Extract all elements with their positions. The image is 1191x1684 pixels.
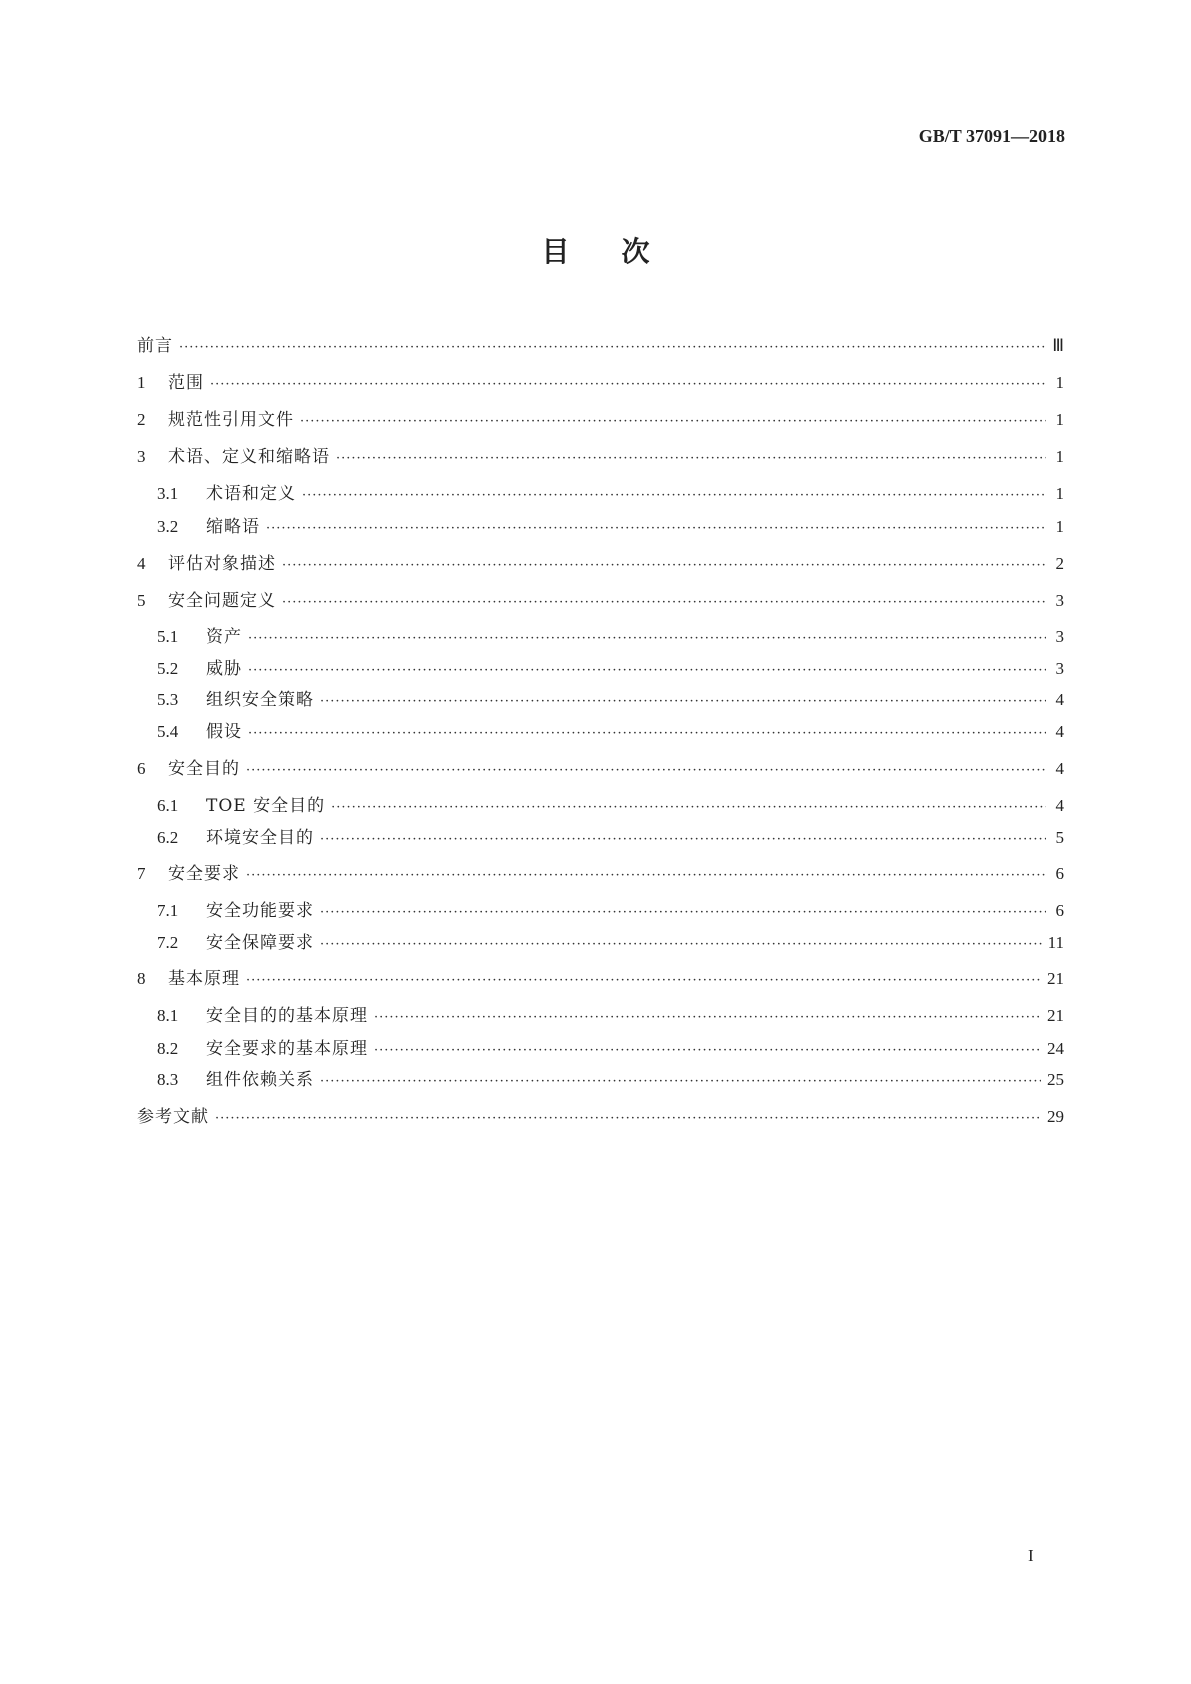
dot-leader xyxy=(210,377,1046,392)
page-title xyxy=(0,230,1191,270)
page-ref: 4 xyxy=(1055,796,1064,815)
toc-entry[interactable] xyxy=(157,823,1064,847)
toc-entry[interactable] xyxy=(157,1034,1064,1058)
toc-entry[interactable] xyxy=(157,654,1064,678)
toc-entry[interactable] xyxy=(137,549,1064,573)
page-ref: 3 xyxy=(1055,659,1064,678)
page-ref: 1 xyxy=(1055,410,1064,429)
dot-leader xyxy=(320,937,1042,952)
toc-entry[interactable] xyxy=(157,685,1064,709)
toc-entry[interactable] xyxy=(137,405,1064,429)
dot-leader xyxy=(320,905,1046,920)
dot-leader xyxy=(179,340,1046,355)
section-title: 安全目的 xyxy=(168,759,240,779)
toc-entry[interactable] xyxy=(157,1001,1064,1025)
toc-entry[interactable] xyxy=(137,754,1064,778)
page-ref: 1 xyxy=(1055,373,1064,392)
section-title: 假设 xyxy=(206,722,242,742)
section-title: 规范性引用文件 xyxy=(168,410,294,430)
dot-leader xyxy=(246,973,1041,988)
page-ref: 4 xyxy=(1055,690,1064,709)
section-number: 1 xyxy=(137,373,146,392)
section-title: 安全目的的基本原理 xyxy=(206,1006,368,1026)
section-number: 6.1 xyxy=(157,796,179,815)
toc-entry[interactable] xyxy=(157,896,1064,920)
dot-leader xyxy=(248,631,1046,646)
dot-leader xyxy=(300,414,1046,429)
section-title: 安全要求的基本原理 xyxy=(206,1039,368,1059)
dot-leader xyxy=(320,1074,1041,1089)
dot-leader xyxy=(248,726,1046,741)
title-char: 次 xyxy=(621,235,650,268)
section-number: 5.1 xyxy=(157,627,179,646)
toc-entry[interactable] xyxy=(157,512,1064,536)
page-ref: 1 xyxy=(1055,517,1064,536)
toc-entry[interactable] xyxy=(157,479,1064,503)
dot-leader xyxy=(215,1111,1041,1126)
section-number: 8.3 xyxy=(157,1070,179,1089)
section-title: 环境安全目的 xyxy=(206,828,314,848)
toc-entry[interactable] xyxy=(157,1065,1064,1089)
dot-leader xyxy=(248,663,1046,678)
section-number: 5 xyxy=(137,591,146,610)
section-title: 安全问题定义 xyxy=(168,591,276,611)
section-number: 6.2 xyxy=(157,828,179,847)
section-title: 组织安全策略 xyxy=(206,690,314,710)
toc-entry[interactable] xyxy=(137,586,1064,610)
page-ref: 25 xyxy=(1047,1070,1064,1089)
section-number: 7 xyxy=(137,864,146,883)
dot-leader xyxy=(336,451,1046,466)
section-number: 3.2 xyxy=(157,517,179,536)
section-title: 参考文献 xyxy=(137,1107,209,1127)
dot-leader xyxy=(374,1010,1041,1025)
section-title: 术语、定义和缩略语 xyxy=(168,447,330,467)
section-number: 5.4 xyxy=(157,722,179,741)
toc-entry[interactable] xyxy=(157,791,1064,815)
section-title: 前言 xyxy=(137,336,173,356)
section-title: 威胁 xyxy=(206,659,242,679)
dot-leader xyxy=(320,832,1046,847)
section-title: 术语和定义 xyxy=(206,484,296,504)
dot-leader xyxy=(246,763,1046,778)
toc-entry[interactable] xyxy=(137,964,1064,988)
dot-leader xyxy=(282,558,1046,573)
page-ref: 3 xyxy=(1055,591,1064,610)
section-number: 7.2 xyxy=(157,933,179,952)
page-ref: 4 xyxy=(1055,722,1064,741)
toc-entry[interactable] xyxy=(137,442,1064,466)
page-ref: 6 xyxy=(1055,864,1064,883)
section-title: TOE 安全目的 xyxy=(206,796,326,816)
section-title: 安全要求 xyxy=(168,864,240,884)
page-ref: 2 xyxy=(1055,554,1064,573)
section-title: 缩略语 xyxy=(206,517,260,537)
dot-leader xyxy=(320,694,1046,709)
section-number: 7.1 xyxy=(157,901,179,920)
section-number: 3 xyxy=(137,447,146,466)
page-number: I xyxy=(1028,1546,1034,1565)
section-number: 2 xyxy=(137,410,146,429)
toc-entry[interactable] xyxy=(137,859,1064,883)
page-ref: 21 xyxy=(1047,1006,1064,1025)
section-number: 6 xyxy=(137,759,146,778)
section-title: 组件依赖关系 xyxy=(206,1070,314,1090)
dot-leader xyxy=(246,868,1046,883)
dot-leader xyxy=(331,800,1046,815)
section-title: 评估对象描述 xyxy=(168,554,276,574)
page-ref: 4 xyxy=(1055,759,1064,778)
page-ref: 6 xyxy=(1055,901,1064,920)
standard-number: GB/T 37091—2018 xyxy=(918,126,1065,146)
page-ref: Ⅲ xyxy=(1052,336,1064,355)
toc-entry[interactable] xyxy=(157,717,1064,741)
page-ref: 11 xyxy=(1047,933,1064,952)
toc-entry[interactable] xyxy=(157,622,1064,646)
page-ref: 5 xyxy=(1055,828,1064,847)
page-ref: 24 xyxy=(1047,1039,1064,1058)
section-number: 8.2 xyxy=(157,1039,179,1058)
section-number: 5.3 xyxy=(157,690,179,709)
title-char: 目 xyxy=(541,235,570,268)
page-ref: 21 xyxy=(1047,969,1064,988)
page-ref: 1 xyxy=(1055,447,1064,466)
dot-leader xyxy=(266,521,1046,536)
section-number: 8 xyxy=(137,969,146,988)
section-number: 3.1 xyxy=(157,484,179,503)
section-number: 8.1 xyxy=(157,1006,179,1025)
toc-entry[interactable] xyxy=(157,928,1064,952)
toc-entry[interactable] xyxy=(137,368,1064,392)
section-title: 资产 xyxy=(206,627,242,647)
page-ref: 29 xyxy=(1047,1107,1064,1126)
toc-entry[interactable] xyxy=(137,331,1064,355)
dot-leader xyxy=(374,1043,1041,1058)
dot-leader xyxy=(302,488,1046,503)
section-title: 安全功能要求 xyxy=(206,901,314,921)
section-title: 范围 xyxy=(168,373,204,393)
dot-leader xyxy=(282,595,1046,610)
section-title: 基本原理 xyxy=(168,969,240,989)
section-number: 5.2 xyxy=(157,659,179,678)
section-number: 4 xyxy=(137,554,146,573)
section-title: 安全保障要求 xyxy=(206,933,314,953)
page-ref: 3 xyxy=(1055,627,1064,646)
toc-entry[interactable] xyxy=(137,1102,1064,1126)
page-ref: 1 xyxy=(1055,484,1064,503)
